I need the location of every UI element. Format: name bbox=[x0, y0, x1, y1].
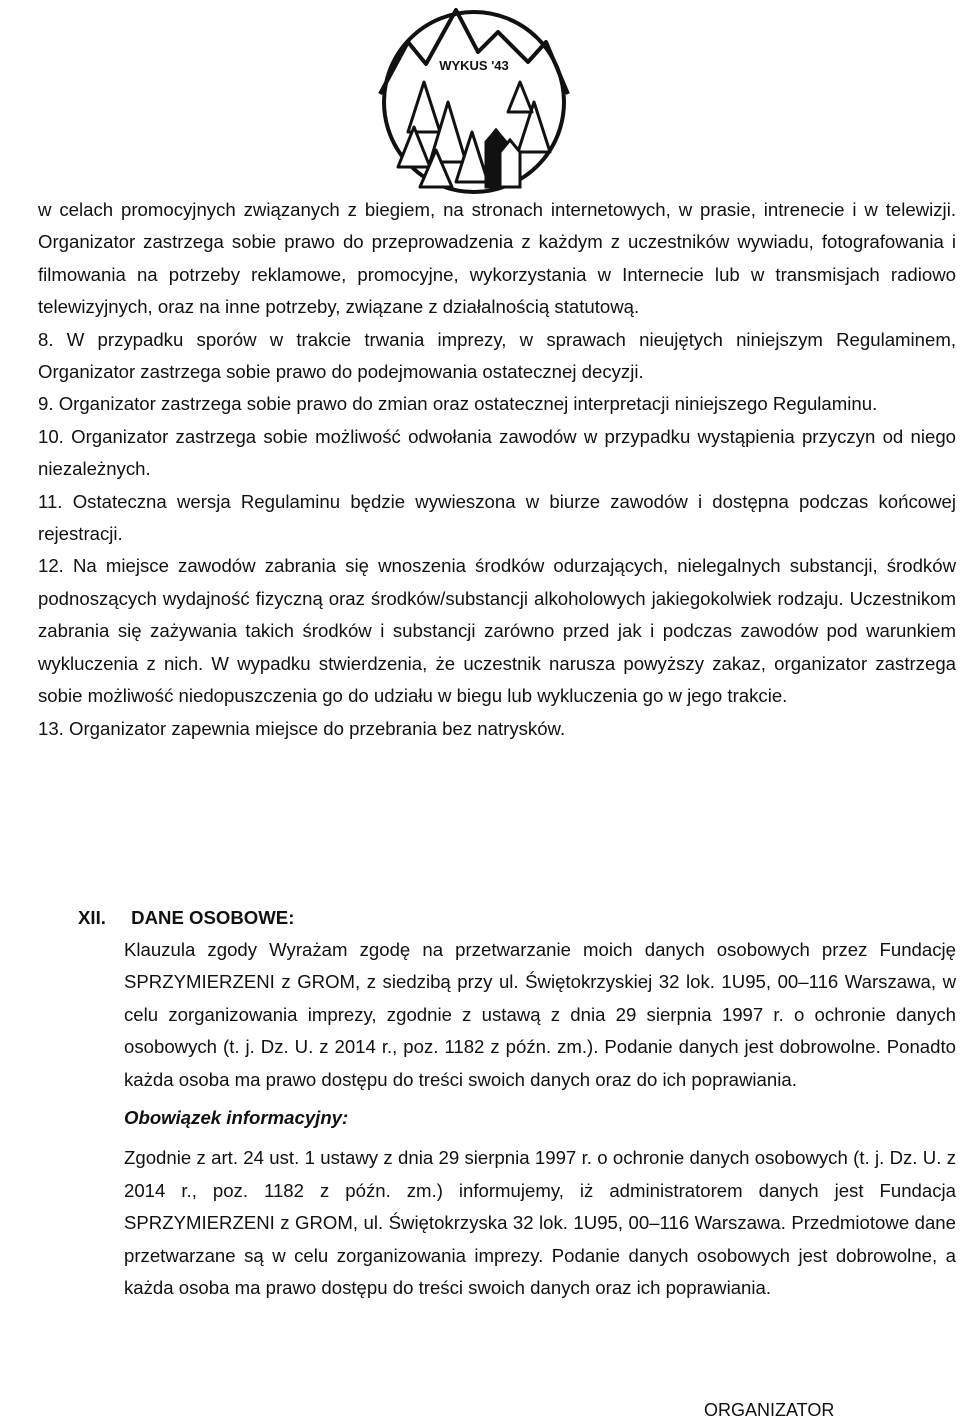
item-number: 12. bbox=[38, 555, 64, 577]
item-number: 13. bbox=[38, 717, 64, 739]
list-item bbox=[38, 486, 956, 551]
item-text: Ostateczna wersja Regulaminu będzie wywieszona w biurze zawodów i dostępna podczas końcowej rejestracji. bbox=[38, 490, 957, 545]
item-text: Organizator zastrzega sobie prawo do zmian oraz ostatecznej interpretacji niniejszego Regulaminu. bbox=[58, 393, 878, 415]
section-number: XII. bbox=[78, 907, 106, 928]
item-number: 10. bbox=[38, 425, 64, 447]
item-text: Na miejsce zawodów zabrania się wnoszenia środków odurzających, nielegalnych substancji, środków podnoszących wydajność fizyczną oraz środków/substancji alkoholowych jakiegokolwiek rodzaju. Uczestnikom zabrania się zażywania takich środków i substancji zarówno przed jak i podczas zawodów pod warunkiem wykluczenia z nich. W wypadku stwierdzenia, że uczestnik narusza powyższy zakaz, organizator zastrzega sobie możliwość niedopuszczenia go do udziału w biegu lub wykluczenia go w jego trakcie. bbox=[38, 555, 956, 707]
document-body bbox=[38, 194, 956, 745]
list-item bbox=[38, 713, 956, 745]
item-text: W przypadku sporów w trakcie trwania imprezy, w sprawach nieujętych niniejszym Regulaminem, Organizator zastrzega sobie prawo do podejmowania ostatecznej decyzji. bbox=[38, 328, 956, 383]
section-title: DANE OSOBOWE: bbox=[131, 907, 295, 928]
consent-paragraph: Klauzula zgody Wyrażam zgodę na przetwarzanie moich danych osobowych przez Fundację SPRZYMIERZENI z GROM, z siedzibą przy ul. Świętokrzyskiej 32 lok. 1U95, 00–116 Warszawa, w celu zorganizowania imprezy, zgodnie z ustawą z dnia 29 sierpnia 1997 r. o ochronie danych osobowych (t. j. Dz. U. z 2014 r., poz. 1182 z późn. zm.). Podanie danych jest dobrowolne. Ponadto każda osoba ma prawo dostępu do treści swoich danych oraz do ich poprawiania. bbox=[124, 939, 956, 1090]
item-text: Organizator zastrzega sobie możliwość odwołania zawodów w przypadku wystąpienia przyczyn od niego niezależnych. bbox=[38, 425, 956, 480]
intro-paragraph: w celach promocyjnych związanych z biegiem, na stronach internetowych, w prasie, intrenecie i w telewizji. Organizator zastrzega sobie prawo do przeprowadzenia z każdym z uczestników wywiadu, fotografowania i filmowania na potrzeby reklamowe, promocyjne, wykorzystania w Internecie lub w transmisjach radiowo telewizyjnych, oraz na inne potrzeby, związane z działalnością statutową. bbox=[38, 199, 956, 318]
info-heading: Obowiązek informacyjny: bbox=[124, 1107, 349, 1129]
list-item bbox=[38, 388, 956, 420]
section-body bbox=[124, 934, 956, 1304]
item-number: 11. bbox=[38, 490, 63, 512]
wykus-logo bbox=[368, 2, 580, 200]
list-item bbox=[38, 324, 956, 389]
item-text: Organizator zapewnia miejsce do przebrania bez natrysków. bbox=[69, 717, 566, 739]
item-number: 8. bbox=[38, 328, 54, 350]
info-paragraph: Zgodnie z art. 24 ust. 1 ustawy z dnia 29 sierpnia 1997 r. o ochronie danych osobowych (t. j. Dz. U. z 2014 r., poz. 1182 z późn. zm.) informujemy, iż administratorem danych jest Fundacja SPRZYMIERZENI z GROM, ul. Świętokrzyska 32 lok. 1U95, 00–116 Warszawa. Przedmiotowe dane przetwarzane są w celu zorganizowania imprezy. Podanie danych osobowych jest dobrowolne, a każda osoba ma prawo dostępu do treści swoich danych oraz ich poprawiania. bbox=[124, 1147, 956, 1299]
logo-text: WYKUS '43 bbox=[439, 58, 509, 73]
section-heading bbox=[78, 902, 294, 934]
list-item bbox=[38, 550, 956, 712]
item-number: 9. bbox=[38, 393, 54, 415]
list-item bbox=[38, 421, 956, 486]
signature: ORGANIZATOR bbox=[704, 1400, 835, 1420]
